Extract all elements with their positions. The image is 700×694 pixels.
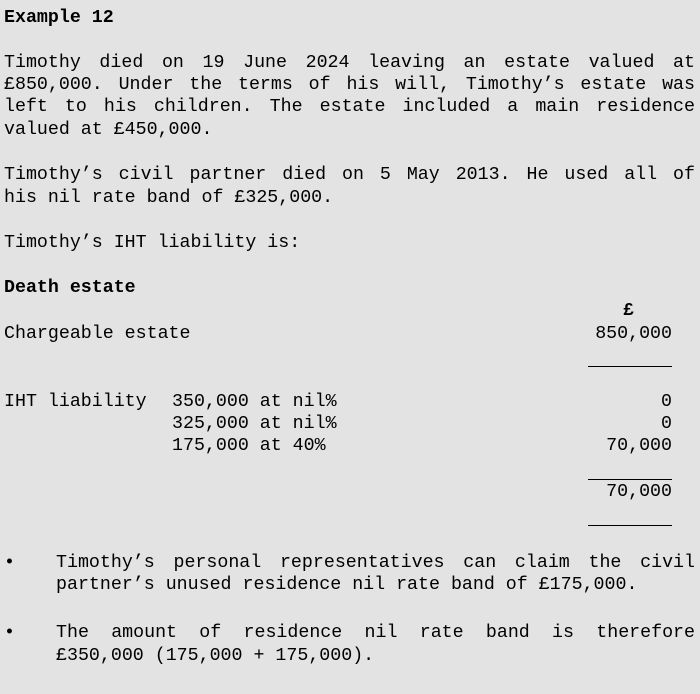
bullet-icon: • bbox=[4, 623, 15, 643]
currency-header: £ bbox=[623, 301, 634, 321]
bullet-line: Timothy’s personal representatives can claim the civil bbox=[56, 553, 695, 573]
example-heading: Example 12 bbox=[4, 8, 114, 28]
paragraph-line: £850,000. Under the terms of his will, Timothy’s estate was bbox=[4, 75, 695, 95]
paragraph-line: his nil rate band of £325,000. bbox=[4, 188, 334, 208]
paragraph-line: valued at £450,000. bbox=[4, 120, 213, 140]
iht-row-value: 0 bbox=[661, 414, 672, 434]
iht-row-value: 70,000 bbox=[606, 436, 672, 456]
underline-rule bbox=[588, 366, 672, 367]
bullet-line: £350,000 (175,000 + 175,000). bbox=[56, 646, 375, 666]
underline-rule bbox=[588, 479, 672, 480]
paragraph-line: left to his children. The estate included a main residence bbox=[4, 97, 695, 117]
section-title: Death estate bbox=[4, 278, 136, 298]
bullet-icon: • bbox=[4, 553, 15, 573]
paragraph-line: Timothy died on 19 June 2024 leaving an estate valued at bbox=[4, 53, 695, 73]
iht-row-desc: 175,000 at 40% bbox=[172, 436, 326, 456]
bullet-line: partner’s unused residence nil rate band of £175,000. bbox=[56, 575, 638, 595]
paragraph-line: Timothy’s civil partner died on 5 May 2013. He used all of bbox=[4, 165, 695, 185]
chargeable-estate-label: Chargeable estate bbox=[4, 324, 191, 344]
iht-liability-label: IHT liability bbox=[4, 392, 147, 412]
underline-rule bbox=[588, 525, 672, 526]
bullet-line: The amount of residence nil rate band is therefore bbox=[56, 623, 695, 643]
iht-row-desc: 350,000 at nil% bbox=[172, 392, 337, 412]
iht-row-value: 0 bbox=[661, 392, 672, 412]
iht-row-desc: 325,000 at nil% bbox=[172, 414, 337, 434]
iht-total-value: 70,000 bbox=[606, 482, 672, 502]
chargeable-estate-value: 850,000 bbox=[595, 324, 672, 344]
liability-intro: Timothy’s IHT liability is: bbox=[4, 233, 301, 253]
